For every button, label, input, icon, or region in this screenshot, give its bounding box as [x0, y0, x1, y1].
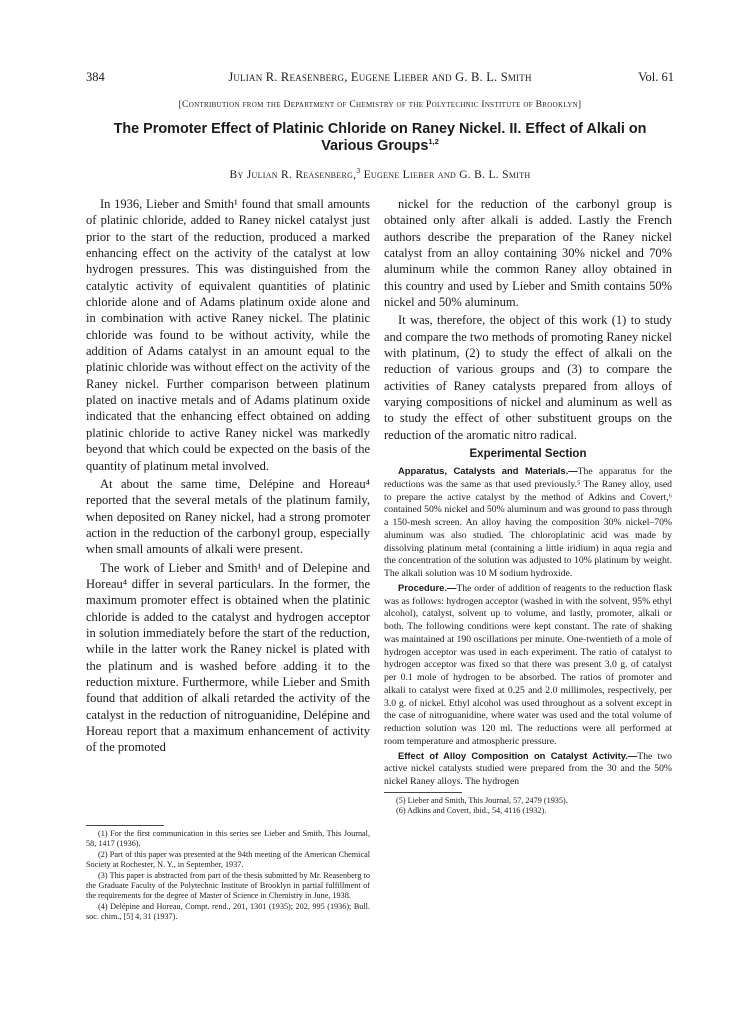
page-number: 384: [86, 70, 105, 84]
experimental-text: [384, 465, 672, 789]
subsection-text: The two active nickel catalysts studied were prepared from the 30 and the 50% nickel Raney alloys. The hydrogen: [384, 750, 673, 788]
left-column-body: [86, 196, 370, 822]
footnote-divider: [384, 792, 462, 793]
footnote: (6) Adkins and Covert, ibid., 54, 4116 (1932).: [396, 806, 547, 816]
contribution-line: [Contribution from the Department of Chemistry of the Polytechnic Institute of Brooklyn]: [178, 99, 582, 110]
article-title: [96, 121, 664, 155]
body-paragraph: At about the same time, Delépine and Horeau⁴ reported that the several metals of the platinum family, when deposited on Raney nickel, had a strong promoter action in the reduction of the carbonyl group, especially when small amounts of alkali were present.: [86, 476, 370, 557]
right-column: [384, 196, 672, 817]
subsection-heading: Procedure.—: [398, 581, 457, 593]
byline-first-author: By Julian R. Reasenberg,: [229, 169, 357, 181]
footnote: (3) This paper is abstracted from part of the thesis submitted by Mr. Reasenberg to the Graduate Faculty of the Polytechnic Institute of Brooklyn in partial fulfillment of the requirements for the degree of Master of Science in Chemistry in June, 1938.: [86, 870, 370, 901]
subsection-heading: Apparatus, Catalysts and Materials.—: [398, 465, 578, 477]
footnote: (5) Lieber and Smith, This Journal, 57, 2479 (1935).: [396, 796, 568, 805]
body-paragraph: The work of Lieber and Smith¹ and of Delepine and Horeau⁴ differ in several particulars. In the former, the maximum promoter effect is obtained when the platinic chloride is added to the catalyst and hydrogen acceptor in solution immediately before the start of the reduction, while in the latter work the Raney nickel is plated with the platinum and is washed before adding it to the reduction mixture. Furthermore, while Lieber and Smith found that addition of alkali retarded the activity of the catalyst in the reduction of nitroguanidine, Delépine and Horeau report that a maximum enhancement of activity of the promoted: [86, 560, 370, 755]
section-heading: Experimental Section: [469, 448, 587, 461]
subsection-paragraph: [384, 582, 672, 749]
byline-other-authors: Eugene Lieber and G. B. L. Smith: [360, 169, 531, 181]
body-paragraph: nickel for the reduction of the carbonyl group is obtained only after alkali is added. Lastly the French authors describe the preparation of the Raney nickel catalyst from an alloy containing 30% nickel and 70% aluminum while the common Raney alloy obtained in this country and used by Lieber and Smith contains 50% nickel and 50% aluminum.: [384, 197, 672, 310]
body-paragraph: In 1936, Lieber and Smith¹ found that small amounts of platinic chloride, added to Raney nickel catalyst just prior to the start of the reduction, produced a marked enhancing effect on the activity of the catalyst at low hydrogen pressures. This was distinguished from the catalytic activity of equivalent quantities of platinic chloride alone and of Adams platinum oxide alone and in combination with active Raney nickel. The platinic chloride was found to be without activity, while the addition of Adams catalyst in an amount equal to the platinic chloride was without effect on the activity of the Raney nickel. Further comparison between platinum plated on inactive metals and of Adams platinum oxide indicated that the enhancing effect obtained on adding platinic chloride to active Raney nickel was markedly beyond that which could be expected on the basis of the quantity of platinum metal involved.: [86, 197, 370, 473]
volume-label: Vol. 61: [638, 70, 674, 84]
subsection-heading: Effect of Alloy Composition on Catalyst Activity.—: [398, 749, 638, 761]
running-header: [86, 70, 674, 86]
subsection-paragraph: [384, 750, 672, 789]
footnote: (4) Delépine and Horeau, Compt. rend., 201, 1301 (1935); 202, 995 (1936); Bull. soc. chim., [5] 4, 31 (1937).: [86, 901, 370, 922]
left-column: [86, 196, 370, 923]
byline-footnote-mark: 3: [356, 166, 361, 176]
article-title-text: The Promoter Effect of Platinic Chloride on Raney Nickel. II. Effect of Alkali on Various Groups: [113, 121, 647, 154]
byline: [86, 166, 674, 181]
left-footnotes: [86, 829, 370, 923]
body-paragraph: It was, therefore, the object of this work (1) to study and compare the two methods of promoting Raney nickel with platinum, (2) to study the effect of alkali on the reduction of various groups and (3) to compare the activities of Raney catalysts prepared from alloys of varying compositions of nickel and aluminum as well as to study the effect of other substituent groups on the reduction of the aromatic nitro radical.: [384, 313, 672, 442]
title-footnote-marks: 1,2: [428, 137, 439, 147]
subsection-text: The order of addition of reagents to the reduction flask was as follows: hydrogen acceptor (washed in with the solvent, 95% ethyl alcohol), catalyst, solvent up to volume, and lastly, promoter, alkali or both. The following conditions were kept constant. The rate of shaking was maintained at 190 oscillations per minute. One-twentieth of a mole of hydrogen acceptor was used in each experiment. The ratio of catalyst to hydrogen acceptor was fixed so that there was present 3.0 g. of catalyst per 0.1 mole of hydrogen to be absorbed. The ratios of promoter and alkali to catalyst were fixed at 0.25 and 2.0 millimoles, respectively, per 3.0 g. of nickel. Ethyl alcohol was used throughout as a solvent except in the case of nitroguanidine, where water was used and the total volume of reduction solution was 120 ml. The reductions were all performed at room temperature and atmospheric pressure.: [384, 582, 672, 747]
subsection-paragraph: [384, 465, 672, 581]
right-footnotes: [384, 796, 672, 817]
footnote: (1) For the first communication in this series see Lieber and Smith, This Journal, 58, 1417 (1936).: [86, 829, 370, 849]
subsection-text: The apparatus for the reductions was the same as that used previously.⁵ The Raney alloy, used to prepare the active catalyst by the method of Adkins and Covert,⁶ contained 50% nickel and 50% aluminum and was ground to pass through a 150-mesh screen. An alloy having the composition 30% nickel–70% aluminum was also studied. The chloroplatinic acid was made by dissolving platinum metal (containing a little iridium) in aqua regia and the concentration of the solution was adjusted to 10% platinum by weight. The alkali solution was 10 M sodium hydroxide.: [384, 466, 672, 580]
footnote-divider: [86, 825, 164, 826]
running-title: Julian R. Reasenberg, Eugene Lieber and G. B. L. Smith: [228, 70, 532, 84]
footnote: (2) Part of this paper was presented at the 94th meeting of the American Chemical Society at Rochester, N. Y., in September, 1937.: [86, 849, 370, 870]
right-column-body: [384, 196, 672, 789]
